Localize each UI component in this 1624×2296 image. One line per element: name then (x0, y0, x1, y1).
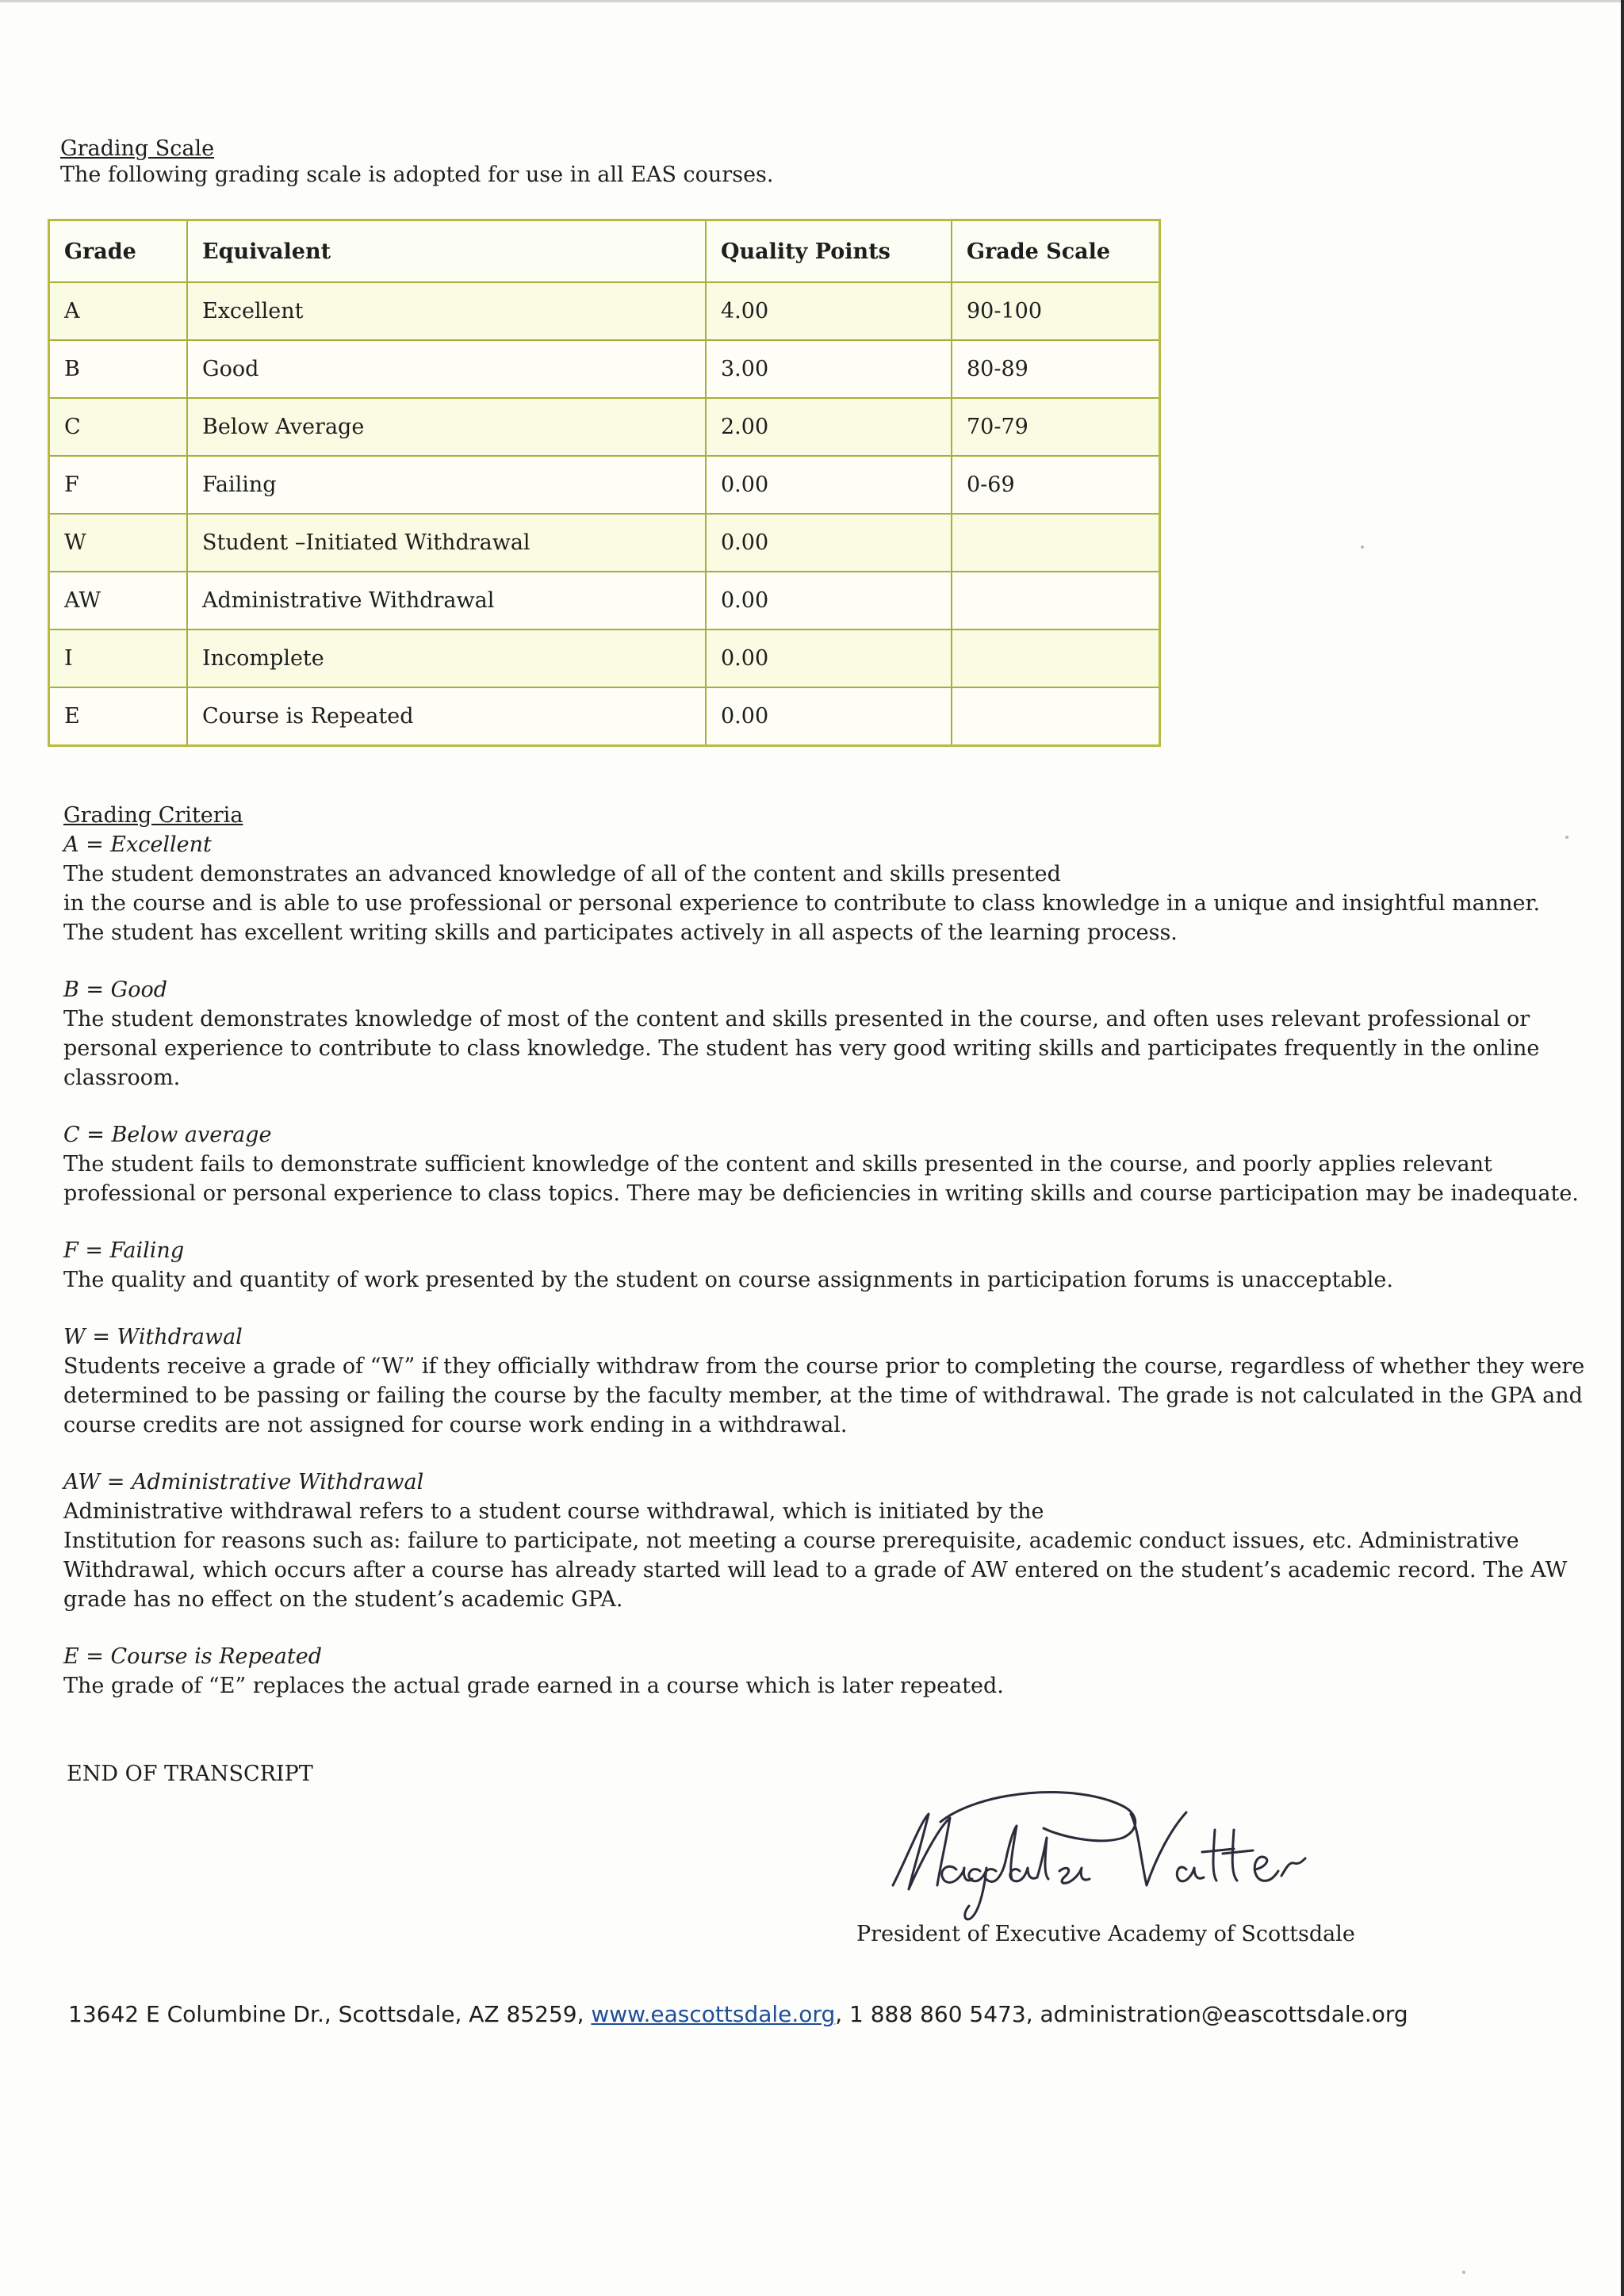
footer-address: 13642 E Columbine Dr., Scottsdale, AZ 85259, (68, 2001, 584, 2027)
cell-equivalent: Good (187, 340, 706, 398)
cell-grade: W (49, 514, 188, 572)
cell-quality-points: 0.00 (706, 687, 952, 746)
criteria-text-line: The student demonstrates an advanced knowledge of all of the content and skills presented (63, 862, 1061, 886)
cell-grade: I (49, 629, 188, 687)
contact-footer (68, 2001, 1408, 2027)
criteria-title: A = Excellent (63, 832, 212, 857)
cell-grade: AW (49, 572, 188, 629)
cell-quality-points: 0.00 (706, 572, 952, 629)
criteria-text-line: Students receive a grade of “W” if they officially withdraw from the course prior to completing the course, regardless of whether they were (63, 1354, 1585, 1379)
criteria-item (63, 1322, 1594, 1440)
cell-grade: A (49, 282, 188, 340)
grading-criteria-section (63, 801, 1594, 1728)
criteria-title: C = Below average (63, 1123, 272, 1147)
criteria-item (63, 1236, 1594, 1295)
cell-equivalent: Administrative Withdrawal (187, 572, 706, 629)
footer-separator: , (835, 2001, 843, 2027)
scan-speck (1462, 2271, 1465, 2274)
grading-criteria-list (63, 830, 1594, 1701)
criteria-text-line: in the course and is able to use professional or personal experience to contribute to class knowledge in a unique and insightful manner. (63, 891, 1541, 916)
criteria-text-line: course credits are not assigned for course work ending in a withdrawal. (63, 1413, 848, 1437)
criteria-text-line: determined to be passing or failing the course by the faculty member, at the time of withdrawal. The grade is not calculated in the GPA and (63, 1383, 1583, 1408)
criteria-title: F = Failing (63, 1238, 185, 1263)
table-row (49, 687, 1160, 746)
end-of-transcript: END OF TRANSCRIPT (67, 1762, 313, 1786)
table-row (49, 282, 1160, 340)
grading-criteria-heading: Grading Criteria (63, 803, 243, 828)
table-row (49, 514, 1160, 572)
criteria-text-line: classroom. (63, 1066, 181, 1090)
criteria-item (63, 1120, 1594, 1208)
criteria-title: AW = Administrative Withdrawal (63, 1470, 424, 1494)
criteria-text-line: The quality and quantity of work presented by the student on course assignments in participation forums is unacceptable. (63, 1268, 1393, 1292)
cell-grade-scale: 70-79 (952, 398, 1160, 456)
cell-quality-points: 3.00 (706, 340, 952, 398)
column-header-equivalent: Equivalent (187, 220, 706, 283)
cell-grade-scale (952, 687, 1160, 746)
criteria-text-line: Withdrawal, which occurs after a course has already started will lead to a grade of AW entered on the student’s academic record. The AW (63, 1558, 1568, 1582)
table-row (49, 398, 1160, 456)
criteria-text-line: professional or personal experience to class topics. There may be deficiencies in writing skills and course participation may be inadequate. (63, 1181, 1579, 1206)
cell-equivalent: Course is Repeated (187, 687, 706, 746)
table-row (49, 456, 1160, 514)
column-header-grade-scale: Grade Scale (952, 220, 1160, 283)
criteria-text-line: Institution for reasons such as: failure to participate, not meeting a course prerequisite, academic conduct issues, etc. Administrative (63, 1529, 1519, 1553)
criteria-text-line: The student fails to demonstrate sufficient knowledge of the content and skills presented in the course, and poorly applies relevant (63, 1152, 1492, 1177)
cell-equivalent: Student –Initiated Withdrawal (187, 514, 706, 572)
criteria-title: W = Withdrawal (63, 1325, 243, 1349)
cell-grade: B (49, 340, 188, 398)
criteria-text-line: The student has excellent writing skills and participates actively in all aspects of the learning process. (63, 920, 1178, 945)
cell-quality-points: 4.00 (706, 282, 952, 340)
column-header-quality-points: Quality Points (706, 220, 952, 283)
table-row (49, 572, 1160, 629)
cell-grade-scale (952, 572, 1160, 629)
table-row (49, 340, 1160, 398)
criteria-text-line: The student demonstrates knowledge of most of the content and skills presented in the course, and often uses relevant professional or (63, 1007, 1530, 1031)
criteria-item (63, 1468, 1594, 1614)
cell-equivalent: Failing (187, 456, 706, 514)
cell-equivalent: Below Average (187, 398, 706, 456)
grading-scale-table (48, 219, 1161, 747)
scan-right-edge (1621, 0, 1624, 2296)
cell-equivalent: Excellent (187, 282, 706, 340)
criteria-text-line: grade has no effect on the student’s academic GPA. (63, 1587, 623, 1612)
cell-grade-scale (952, 514, 1160, 572)
criteria-item (63, 1642, 1594, 1701)
grading-scale-intro: The following grading scale is adopted for use in all EAS courses. (60, 163, 774, 187)
table-header-row (49, 220, 1160, 283)
criteria-title: B = Good (63, 978, 167, 1002)
cell-grade: E (49, 687, 188, 746)
cell-quality-points: 2.00 (706, 398, 952, 456)
cell-quality-points: 0.00 (706, 629, 952, 687)
signatory-title: President of Executive Academy of Scottsdale (856, 1922, 1355, 1946)
grading-scale-heading: Grading Scale (60, 136, 215, 161)
criteria-item (63, 975, 1594, 1093)
cell-grade: F (49, 456, 188, 514)
criteria-text-line: The grade of “E” replaces the actual grade earned in a course which is later repeated. (63, 1674, 1004, 1698)
cell-grade-scale (952, 629, 1160, 687)
table-row (49, 629, 1160, 687)
website-link[interactable]: www.eascottsdale.org (591, 2001, 836, 2027)
cell-equivalent: Incomplete (187, 629, 706, 687)
cell-grade: C (49, 398, 188, 456)
cell-grade-scale: 0-69 (952, 456, 1160, 514)
criteria-item (63, 830, 1594, 947)
cell-quality-points: 0.00 (706, 514, 952, 572)
cell-quality-points: 0.00 (706, 456, 952, 514)
grading-scale-rows (49, 282, 1160, 746)
cell-grade-scale: 90-100 (952, 282, 1160, 340)
footer-phone-email: 1 888 860 5473, administration@eascottsdale.org (849, 2001, 1408, 2027)
scan-top-edge (0, 0, 1624, 2)
column-header-grade: Grade (49, 220, 188, 283)
criteria-text-line: Administrative withdrawal refers to a student course withdrawal, which is initiated by the (63, 1499, 1044, 1524)
criteria-text-line: personal experience to contribute to class knowledge. The student has very good writing skills and participates frequently in the online (63, 1036, 1540, 1061)
signature-image (861, 1782, 1321, 1925)
grading-scale-section (60, 136, 1250, 187)
scan-speck (1361, 545, 1364, 549)
criteria-title: E = Course is Repeated (63, 1644, 322, 1669)
cell-grade-scale: 80-89 (952, 340, 1160, 398)
